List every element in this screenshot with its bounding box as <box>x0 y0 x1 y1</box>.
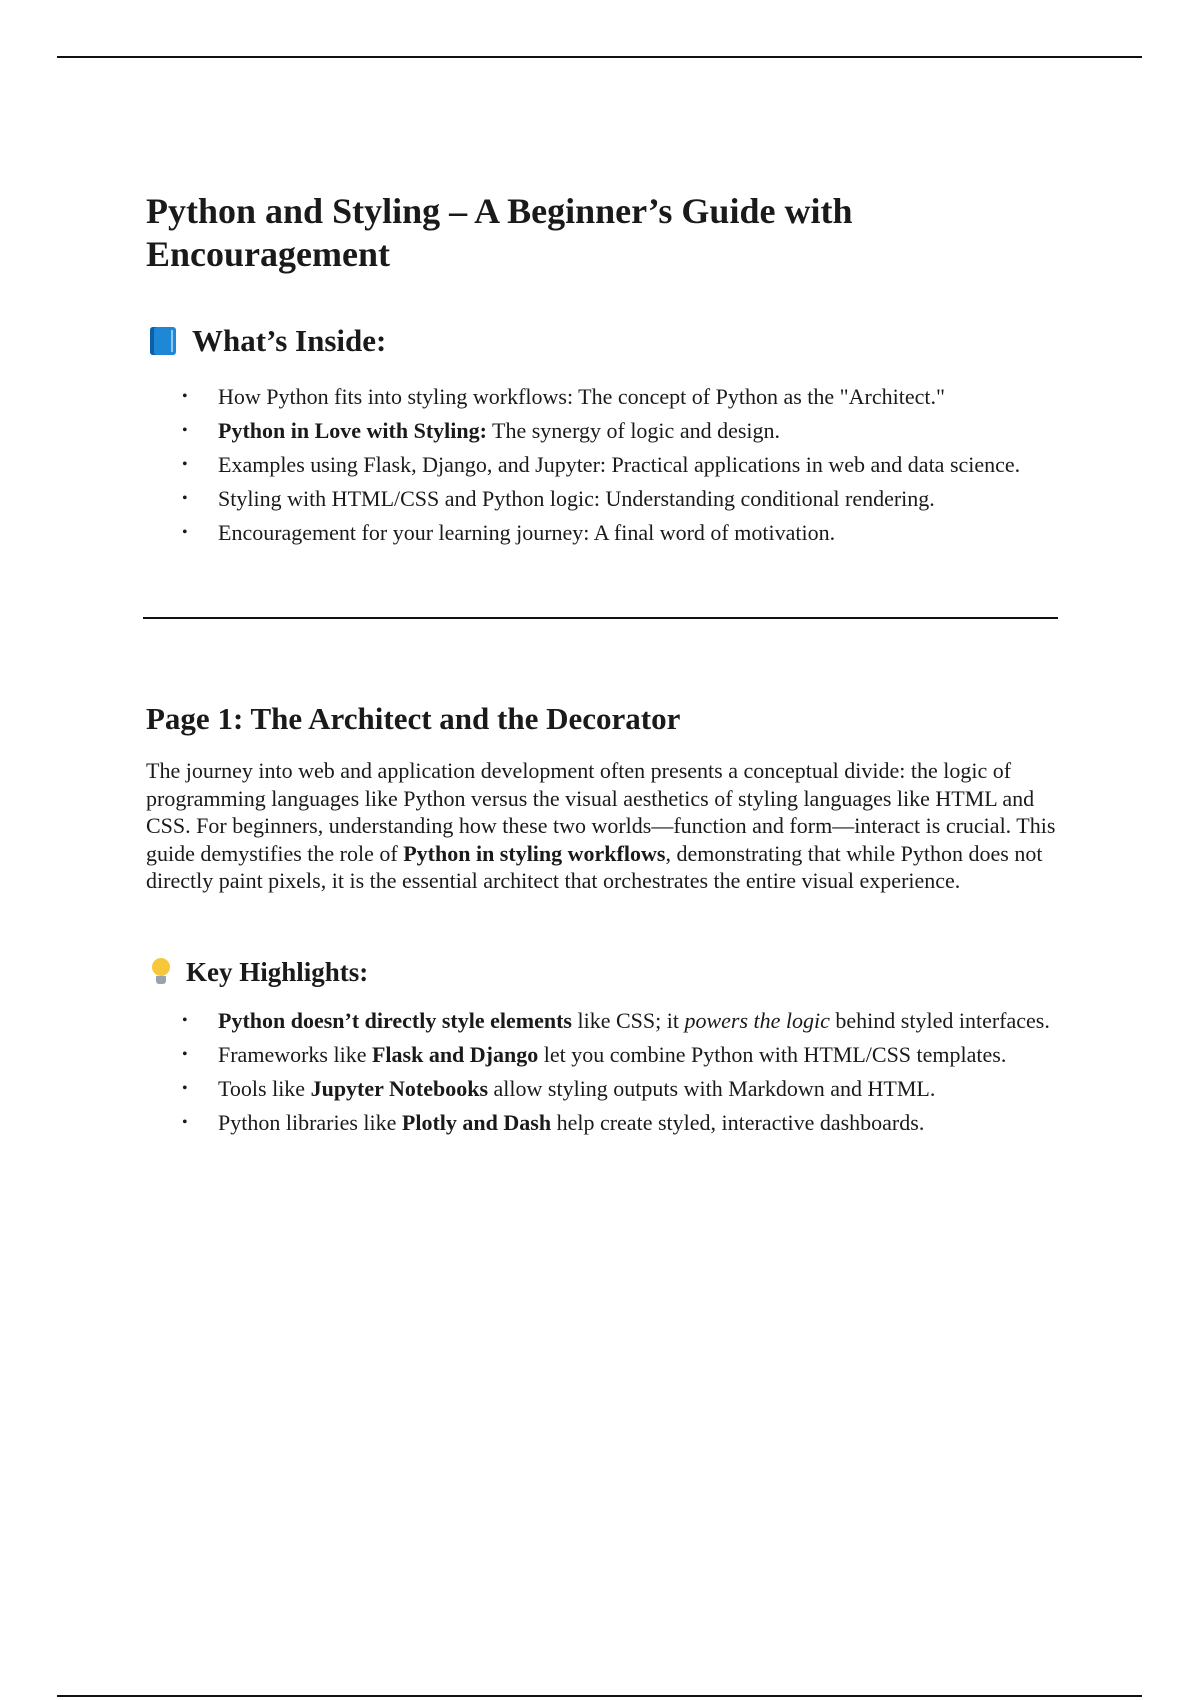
page-bottom-rule <box>57 1695 1142 1697</box>
list-item-text: Frameworks like <box>218 1041 372 1067</box>
list-item-text: allow styling outputs with Markdown and HTML. <box>488 1075 936 1101</box>
key-highlights-heading-text: Key Highlights: <box>186 957 369 987</box>
list-item-bold: Python doesn’t directly style elements <box>218 1007 572 1033</box>
page1-heading: Page 1: The Architect and the Decorator <box>146 701 681 736</box>
list-item <box>146 1007 1066 1035</box>
list-item <box>146 1075 1066 1103</box>
list-item-text: Tools like <box>218 1075 311 1101</box>
list-item-text: behind styled interfaces. <box>829 1007 1050 1033</box>
list-item-text: Styling with HTML/CSS and Python logic: Understanding conditional rendering. <box>218 486 935 511</box>
list-item-text: help create styled, interactive dashboards. <box>551 1109 925 1135</box>
blue-book-icon <box>150 327 176 355</box>
intro-text-end: , demonstrating that while Python does not directly paint pixels, it is the essential architect that orchestrates the entire visual experience. <box>146 840 1043 893</box>
key-highlights-list <box>146 1007 1066 1137</box>
intro-text-start: The journey into web and application development often presents a conceptual divide: the logic of programming languages like Python versus the visual aesthetics of styling languages like HTML and CSS. For beginners, understanding how these two worlds—function and form—interact is crucial. This guide demystifies the role of <box>146 758 1056 866</box>
list-item-bold: Flask and Django <box>371 1041 539 1067</box>
list-item-text: Python libraries like <box>218 1109 402 1135</box>
list-item <box>146 417 1066 445</box>
whats-inside-list <box>146 383 1066 547</box>
document-title: Python and Styling – A Beginner’s Guide with Encouragement <box>146 191 853 274</box>
list-item <box>146 1041 1066 1069</box>
list-item-text: Encouragement for your learning journey: A final word of motivation. <box>218 520 836 545</box>
intro-bold: Python in styling workflows <box>403 840 666 866</box>
list-item <box>146 519 1066 547</box>
list-item <box>146 485 1066 513</box>
list-item-bold: Python in Love with Styling: <box>218 418 487 443</box>
key-highlights-heading <box>146 953 1066 993</box>
document-body <box>146 190 1066 1143</box>
list-item-bold: Plotly and Dash <box>401 1109 552 1135</box>
list-item <box>146 383 1066 411</box>
whats-inside-heading-text: What’s Inside: <box>192 323 387 358</box>
list-item-text: like CSS; it <box>572 1007 685 1033</box>
list-item <box>146 451 1066 479</box>
whats-inside-heading <box>146 321 1066 361</box>
list-item-text: The synergy of logic and design. <box>486 418 781 443</box>
page-top-rule <box>57 56 1142 58</box>
light-bulb-icon <box>152 958 170 988</box>
list-item-italic: powers the logic <box>684 1007 830 1033</box>
section-divider <box>143 617 1058 619</box>
list-item <box>146 1109 1066 1137</box>
list-item-bold: Jupyter Notebooks <box>310 1075 489 1101</box>
list-item-text: Examples using Flask, Django, and Jupyter: Practical applications in web and data science. <box>218 452 1021 477</box>
list-item-text: let you combine Python with HTML/CSS templates. <box>538 1041 1007 1067</box>
intro-paragraph <box>146 757 1061 895</box>
list-item-text: How Python fits into styling workflows: The concept of Python as the "Architect." <box>218 384 945 409</box>
